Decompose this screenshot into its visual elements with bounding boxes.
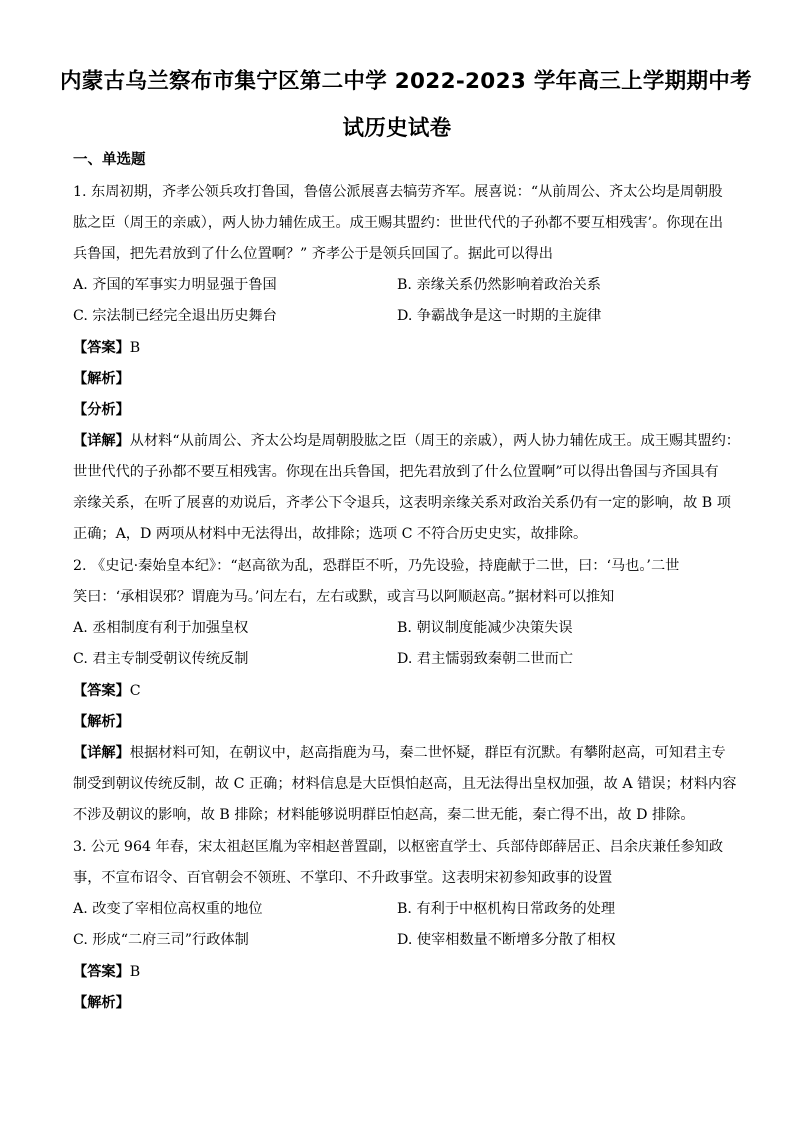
q1-analysis-tag: 【解析】 xyxy=(73,371,130,387)
q2-option-c: C. 君主专制受朝议传统反制 xyxy=(73,651,249,667)
q1-stem-line-2: 肱之臣（周王的亲戚），两人协力辅佐成王。成王赐其盟约：世世代代的子孙都不要互相残害’。你现在出 xyxy=(73,215,724,231)
q1-detail-text-1: 从材料“从前周公、齐太公均是周朝股肱之臣（周王的亲戚），两人协力辅佐成王。成王赐其盟约： xyxy=(129,433,740,449)
q3-stem-line-2: 事，不宣布诏令、百官朝会不领班、不掌印、不升政事堂。这表明宋初参知政事的设置 xyxy=(73,870,613,886)
q1-stem-line-1: 1. 东周初期，齐孝公领兵攻打鲁国，鲁僖公派展喜去犒劳齐军。展喜说：“从前周公、齐太公均是周朝股 xyxy=(73,184,723,200)
q1-detail-line-2: 世世代代的子孙都不要互相残害。你现在出兵鲁国，把先君放到了什么位置啊”可以得出鲁国与齐国具有 xyxy=(73,464,719,480)
q3-option-b: B. 有利于中枢机构日常政务的处理 xyxy=(397,901,616,917)
q1-stem-line-3: 兵鲁国，把先君放到了什么位置啊？” 齐孝公于是领兵回国了。据此可以得出 xyxy=(73,246,553,262)
q3-option-c: C. 形成“二府三司”行政体制 xyxy=(73,932,249,948)
q3-analysis-tag: 【解析】 xyxy=(73,995,130,1011)
q3-stem-line-1: 3. 公元 964 年春，宋太祖赵匡胤为宰相赵普置副，以枢密直学士、兵部侍郎薛居正、吕余庆兼任参知政 xyxy=(73,839,724,855)
q1-detail-tag: 【详解】 xyxy=(73,433,130,449)
q2-option-d: D. 君主懦弱致秦朝二世而亡 xyxy=(397,651,573,667)
q2-answer xyxy=(73,681,141,701)
q2-option-a: A. 丞相制度有利于加强皇权 xyxy=(73,620,249,636)
q1-fenxi-tag: 【分析】 xyxy=(73,402,130,418)
q1-answer-value: B xyxy=(129,340,141,356)
q1-detail-line-4: 正确；A，D 两项从材料中无法得出，故排除；选项 C 不符合历史史实，故排除。 xyxy=(73,526,588,542)
q2-detail-tag: 【详解】 xyxy=(73,745,130,761)
q1-option-d: D. 争霸战争是这一时期的主旋律 xyxy=(397,308,602,324)
q3-answer xyxy=(73,962,140,982)
q1-option-c: C. 宗法制已经完全退出历史舞台 xyxy=(73,308,277,324)
q3-option-d: D. 使宰相数量不断增多分散了相权 xyxy=(397,932,616,948)
q2-answer-tag: 【答案】 xyxy=(73,683,130,699)
q2-detail-line-2: 制受到朝议传统反制，故 C 正确；材料信息是大臣惧怕赵高，且无法得出皇权加强，故 A 错误；材料内容 xyxy=(73,776,737,792)
q2-answer-value: C xyxy=(129,683,141,699)
q1-option-b: B. 亲缘关系仍然影响着政治关系 xyxy=(397,277,601,293)
q2-detail-text-1: 根据材料可知，在朝议中，赵高指鹿为马，秦二世怀疑，群臣有沉默。有攀附赵高，可知君主专 xyxy=(129,745,726,761)
section-heading: 一、单选题 xyxy=(73,152,146,168)
q1-answer-tag: 【答案】 xyxy=(73,340,130,356)
q2-analysis-tag: 【解析】 xyxy=(73,714,130,730)
q1-answer xyxy=(73,338,140,358)
q1-detail-line-3: 亲缘关系，在听了展喜的劝说后，齐孝公下令退兵，这表明亲缘关系对政治关系仍有一定的影响，故 B 项 xyxy=(73,495,731,511)
q2-detail-line-1 xyxy=(73,743,726,763)
exam-title-line-2: 试历史试卷 xyxy=(342,116,452,141)
q2-detail-line-3: 不涉及朝议的影响，故 B 排除；材料能够说明群臣怕赵高，秦二世无能，秦亡得不出，故 D 排除。 xyxy=(73,807,695,823)
exam-title-line-1: 内蒙古乌兰察布市集宁区第二中学 2022-2023 学年高三上学期期中考 xyxy=(60,69,752,94)
q2-option-b: B. 朝议制度能减少决策失误 xyxy=(397,620,573,636)
q1-option-a: A. 齐国的军事实力明显强于鲁国 xyxy=(73,277,277,293)
q2-stem-line-2: 笑曰：‘承相误邪？谓鹿为马。’问左右，左右或默，或言马以阿顺赵高。”据材料可以推知 xyxy=(73,589,615,605)
q1-detail-line-1 xyxy=(73,431,740,451)
q3-option-a: A. 改变了宰相位高权重的地位 xyxy=(73,901,263,917)
q2-stem-line-1: 2. 《史记·秦始皇本纪》：“赵高欲为乱，恐群臣不听，乃先设验，持鹿献于二世，曰：‘马也。’二世 xyxy=(73,558,680,574)
q3-answer-value: B xyxy=(129,964,141,980)
q3-answer-tag: 【答案】 xyxy=(73,964,130,980)
